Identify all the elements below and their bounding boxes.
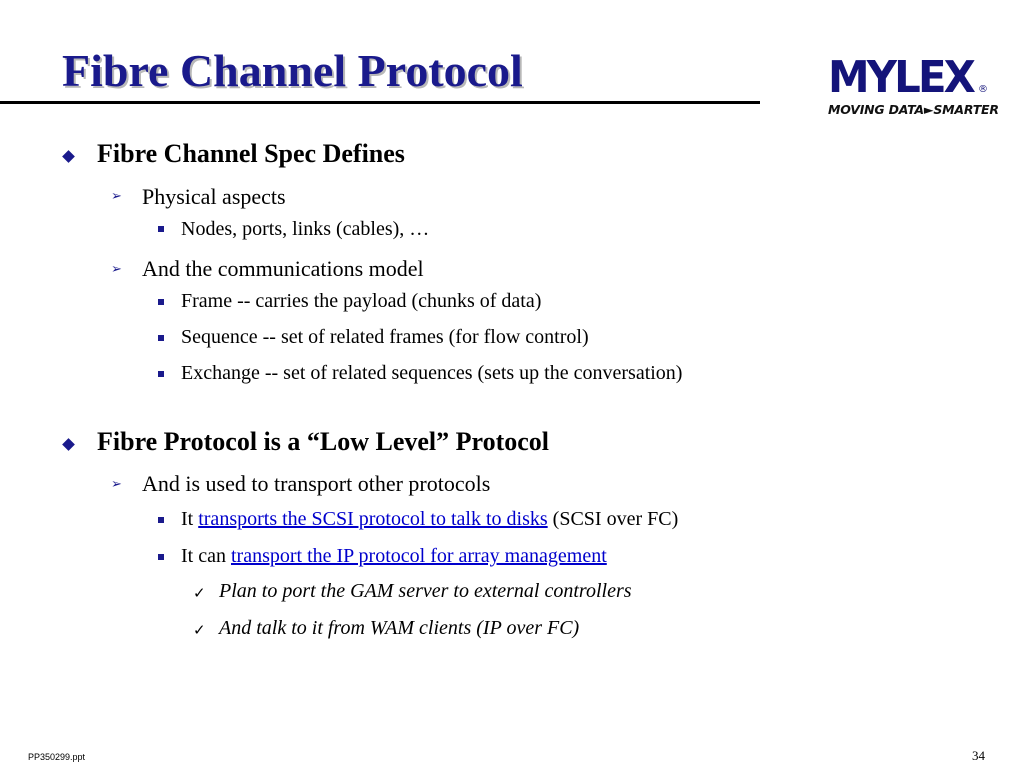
footer-filename: PP350299.ppt <box>28 752 86 762</box>
square-bullet-icon <box>158 299 164 305</box>
logo-registered-mark: ® <box>978 84 988 95</box>
scsi-suffix: (SCSI over FC) <box>552 508 679 530</box>
bullet-transport-other: And is used to transport other protocols <box>142 471 491 496</box>
bullet-ip <box>181 545 607 568</box>
square-bullet-icon <box>158 226 164 232</box>
bullet-exchange: Exchange -- set of related sequences (sets up the conversation) <box>181 362 683 384</box>
bullet-frame: Frame -- carries the payload (chunks of data) <box>181 290 542 312</box>
checkmark-icon: ✓ <box>193 584 206 602</box>
bullet-gam: Plan to port the GAM server to external controllers <box>219 580 632 602</box>
bullet-heading-spec: Fibre Channel Spec Defines <box>97 139 405 168</box>
square-bullet-icon <box>158 517 164 523</box>
logo-tagline: MOVING DATA►SMARTER <box>828 102 999 117</box>
bullet-wam: And talk to it from WAM clients (IP over FC) <box>219 617 580 639</box>
checkmark-icon: ✓ <box>193 621 206 639</box>
mylex-logo <box>828 52 999 122</box>
scsi-prefix: It <box>181 508 194 530</box>
page-number: 34 <box>972 748 985 763</box>
scsi-link[interactable]: transports the SCSI protocol to talk to disks <box>198 508 548 530</box>
bullet-communications-model: And the communications model <box>142 256 424 281</box>
bullet-scsi <box>181 508 678 531</box>
ip-link[interactable]: transport the IP protocol for array management <box>230 545 607 567</box>
diamond-bullet-icon <box>62 438 75 451</box>
arrow-bullet-icon: ➢ <box>111 477 122 492</box>
bullet-sequence: Sequence -- set of related frames (for flow control) <box>181 326 589 348</box>
logo-wordmark: MYLEX <box>828 52 974 103</box>
square-bullet-icon <box>158 371 164 377</box>
square-bullet-icon <box>158 554 164 560</box>
bullet-heading-low-level: Fibre Protocol is a “Low Level” Protocol <box>97 427 550 456</box>
bullet-nodes: Nodes, ports, links (cables), … <box>181 218 430 240</box>
diamond-bullet-icon <box>62 150 75 163</box>
slide-title: Fibre Channel Protocol <box>62 45 523 96</box>
title-underline <box>0 101 760 104</box>
bullet-physical-aspects: Physical aspects <box>142 184 286 209</box>
arrow-bullet-icon: ➢ <box>111 189 122 204</box>
ip-prefix: It can <box>181 545 226 567</box>
arrow-bullet-icon: ➢ <box>111 262 122 277</box>
square-bullet-icon <box>158 335 164 341</box>
